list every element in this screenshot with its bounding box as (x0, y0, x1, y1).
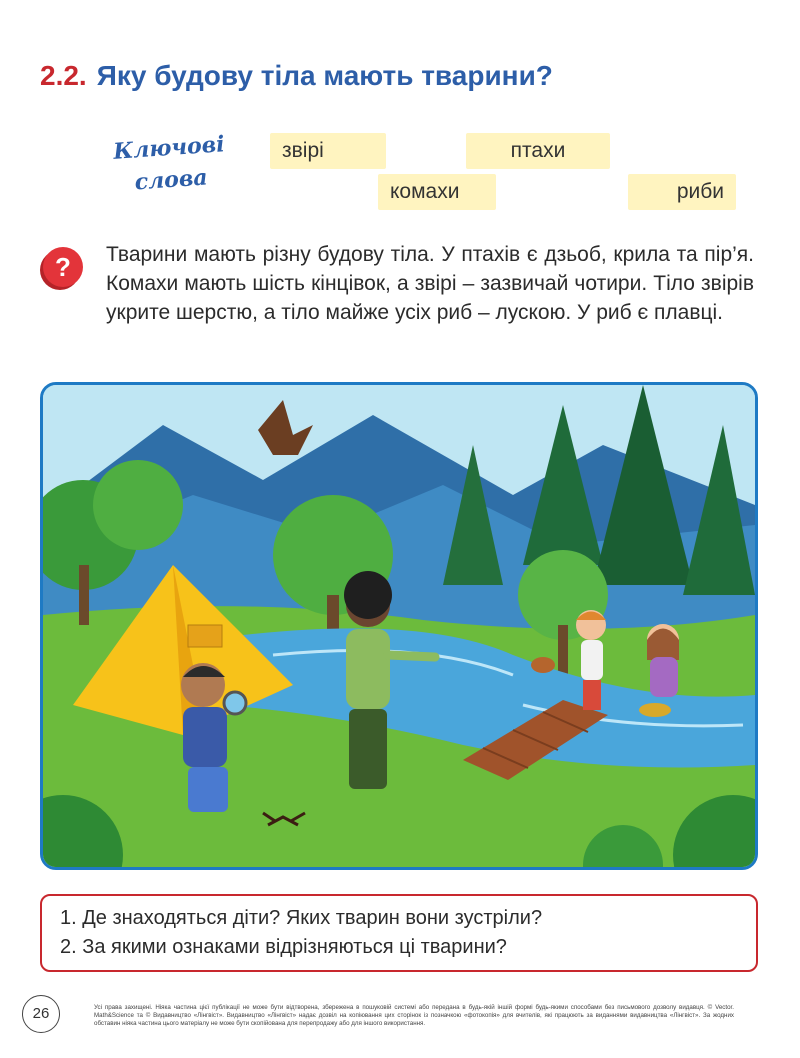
tree-trunk (558, 625, 568, 675)
tree (93, 460, 183, 550)
task-item-2: 2. За якими ознаками відрізняються ці тварини? (60, 936, 507, 958)
scene-illustration (43, 385, 755, 867)
fox (531, 657, 555, 673)
tree-trunk (79, 565, 89, 625)
keyword-mammals: звірі (270, 133, 386, 169)
section-number: 2.2. (40, 60, 87, 91)
question-icon: ? (43, 247, 83, 287)
tent-window (188, 625, 222, 647)
copyright-footnote: Усі права захищені. Ніяка частина цієї публікації не може бути відтворена, збережена в пошуковій системі або передана в будь-якій іншій формі будь-якими способами без письмового дозволу видавця. © Vector. Math&Science та © Видавництво «Лінгвіст». Видавництво «Лінгвіст» надає дозвіл на копіювання цих сторінок із позначкою «фотокопія» для вчителів, які працюють за виданнями видавництва «Лінгвіст». За жодних обставин ніяка частина цього матеріалу не може бути скопійована для перепродажу або для іншого використання. (94, 1004, 734, 1027)
tasks-box (40, 894, 758, 972)
keywords-title-line1: Ключові (112, 131, 226, 165)
keywords-title-line2: слова (133, 164, 209, 196)
section-title: Яку будову тіла мають тварини? (96, 60, 553, 91)
section-heading (40, 60, 553, 92)
intro-paragraph: Тварини мають різну будову тіла. У птахів є дзьоб, крила та пір’я. Комахи мають шість кінцівок, а звірі – зазвичай чотири. Тіло звірів укрите шерстю, а тіло майже усіх риб – лускою. У риб є плавці. (106, 243, 754, 324)
task-item-1: 1. Де знаходяться діти? Яких тварин вони зустріли? (60, 907, 543, 929)
page-number: 26 (22, 995, 60, 1033)
keyword-birds: птахи (466, 133, 610, 169)
fish (639, 703, 671, 717)
girl-by-river (647, 624, 679, 697)
keywords-title (98, 127, 242, 201)
illustration-camping-scene (40, 382, 758, 870)
keyword-insects: комахи (378, 174, 496, 210)
keyword-fish: риби (628, 174, 736, 210)
